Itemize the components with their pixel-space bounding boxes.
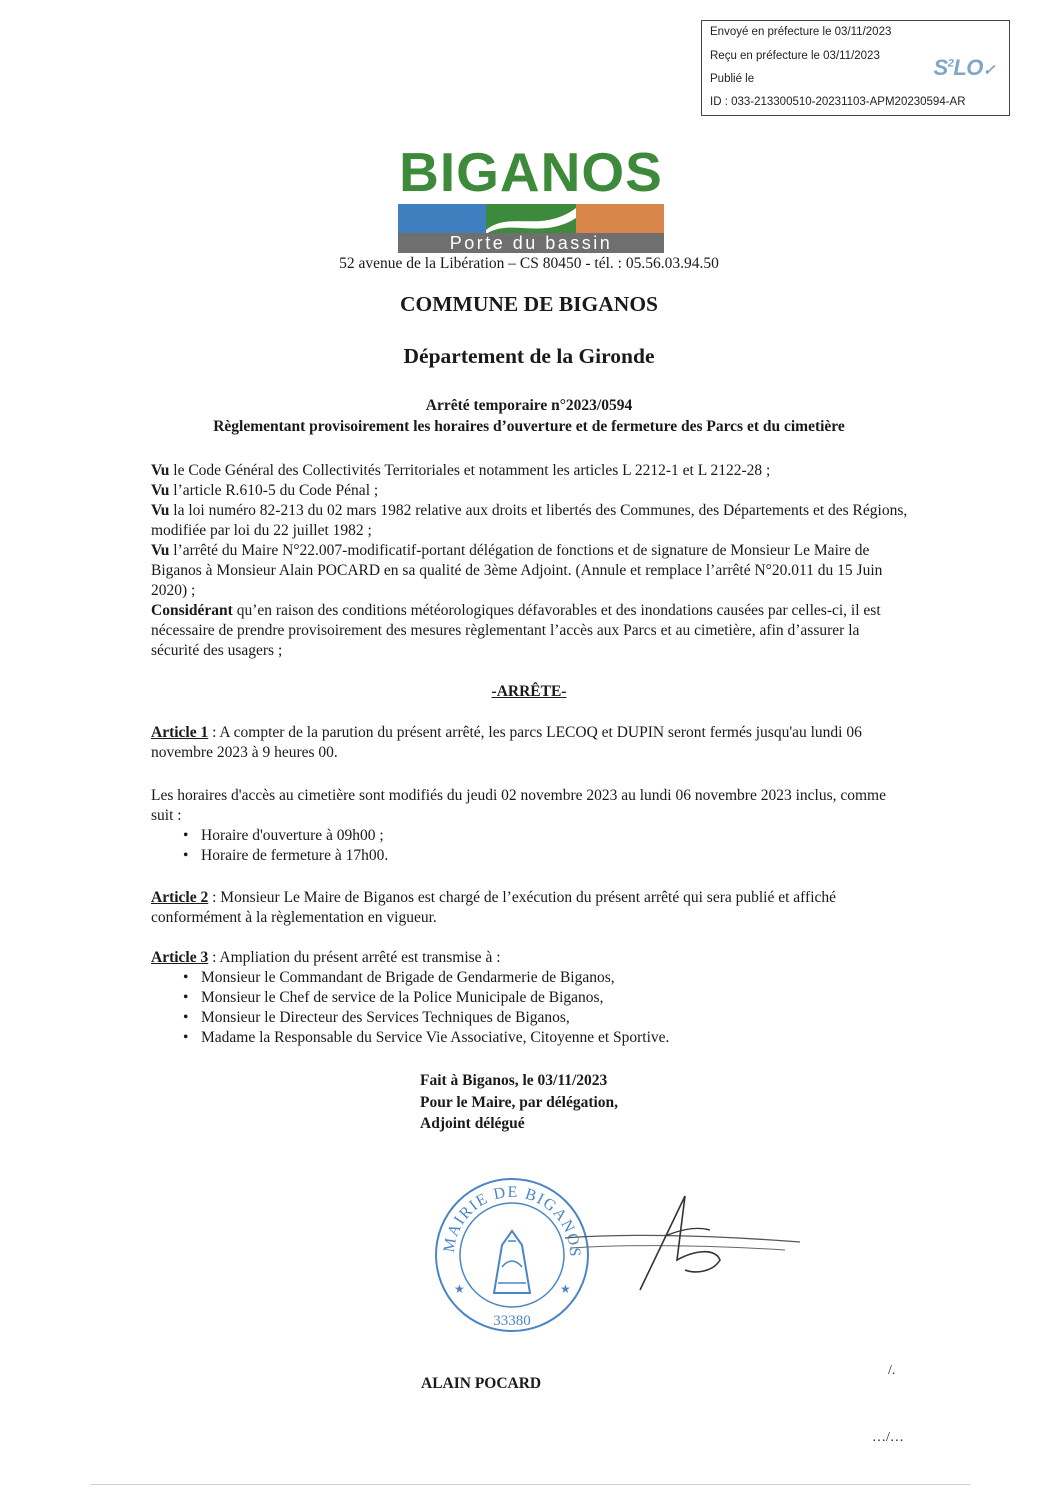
biganos-logo: [398, 142, 664, 252]
arrete-subject: Règlementant provisoirement les horaires d’ouverture et de fermeture des Parcs et du cimetière: [213, 418, 845, 435]
visa-text: l’article R.610-5 du Code Pénal ;: [169, 482, 379, 499]
visa-lead: Vu: [151, 542, 170, 559]
visa-item: [151, 501, 911, 541]
commune-title: COMMUNE DE BIGANOS: [399, 292, 658, 316]
article-1-cemetery: [151, 786, 911, 866]
visa-lead: Vu: [151, 502, 170, 519]
delegation-line: Pour le Maire, par délégation,: [420, 1093, 619, 1111]
list-item: • Horaire de fermeture à 17h00.: [181, 846, 911, 866]
arrete-heading: -ARRÊTE-: [491, 683, 567, 700]
visa-text: l’arrêté du Maire N°22.007-modificatif-portant délégation de fonctions et de signature de Monsieur Le Maire de Biganos à Monsieur Alain POCARD en sa qualité de 3ème Adjoint. (Annule et remplace l’arrêté N°20.011 du 15 Juin 2020) ;: [151, 542, 883, 599]
svg-text:★: ★: [560, 1282, 571, 1296]
visa-text: le Code Général des Collectivités Territoriales et notamment les articles L 2212-1 et L 2122-28 ;: [169, 462, 771, 479]
signer-name: ALAIN POCARD: [421, 1375, 542, 1392]
stamp-id: ID : 033-213300510-20231103-APM20230594-AR: [710, 96, 966, 108]
svg-text:★: ★: [454, 1282, 465, 1296]
logo-band-orange: [576, 204, 664, 234]
list-item: • Monsieur le Commandant de Brigade de Gendarmerie de Biganos,: [181, 968, 911, 988]
prefecture-stamp: [701, 20, 1010, 116]
list-item: • Monsieur le Directeur des Services Techniques de Biganos,: [181, 1008, 911, 1028]
stamp-sent-date: Envoyé en préfecture le 03/11/2023: [710, 26, 892, 38]
stamp-published: Publié le: [710, 73, 755, 85]
logo-band-blue: [398, 204, 486, 234]
article-2-label: Article 2: [151, 889, 209, 906]
page-bottom-edge: [90, 1484, 970, 1485]
signer-role: Adjoint délégué: [420, 1115, 525, 1132]
stamp-received-date: Reçu en préfecture le 03/11/2023: [710, 50, 880, 62]
article-1: [151, 723, 911, 763]
place-date: Fait à Biganos, le 03/11/2023: [420, 1072, 608, 1089]
recipients-list: [151, 968, 911, 1048]
visa-item: [151, 481, 911, 501]
signature-block: [420, 1070, 618, 1135]
handwritten-signature: [545, 1190, 805, 1300]
s2lo-logo: $S^2LO✓$: [933, 55, 995, 80]
visa-item: [151, 541, 911, 601]
article-1-label: Article 1: [151, 724, 209, 741]
visa-text: la loi numéro 82-213 du 02 mars 1982 relative aux droits et libertés des Communes, des Départements et des Régions, modifiée par loi du 22 juillet 1982 ;: [151, 502, 908, 539]
logo-wave-icon: [486, 204, 576, 234]
visas-section: [151, 461, 911, 661]
svg-text:MAIRIE DE BIGANOS: MAIRIE DE BIGANOS: [440, 1183, 584, 1259]
article-2-text: : Monsieur Le Maire de Biganos est chargé de l’exécution du présent arrêté qui sera publié et affiché conformément à la règlementation en vigueur.: [151, 889, 837, 926]
visa-lead: Vu: [151, 462, 170, 479]
cemetery-hours-list: [151, 826, 911, 866]
departement-title: Département de la Gironde: [403, 344, 655, 368]
logo-tagline: Porte du bassin: [398, 233, 664, 253]
article-3-text: : Ampliation du présent arrêté est transmise à :: [208, 949, 501, 966]
considerant-item: [151, 601, 911, 661]
article-1-text: : A compter de la parution du présent arrêté, les parcs LECOQ et DUPIN seront fermés jusqu'au lundi 06 novembre 2023 à 9 heures 00.: [151, 724, 862, 761]
list-item: • Monsieur le Chef de service de la Police Municipale de Biganos,: [181, 988, 911, 1008]
continuation-mark: …/…: [872, 1430, 904, 1445]
article-3: [151, 948, 911, 1048]
svg-text:33380: 33380: [493, 1313, 531, 1329]
arrete-number: Arrêté temporaire n°2023/0594: [425, 397, 633, 414]
visa-item: [151, 461, 911, 481]
article-2: [151, 888, 911, 928]
page-mark: /.: [888, 1363, 896, 1378]
list-item: • Horaire d'ouverture à 09h00 ;: [181, 826, 911, 846]
considerant-lead: Considérant: [151, 602, 233, 619]
considerant-text: qu’en raison des conditions météorologiques défavorables et des inondations causées par celles-ci, il est nécessaire de prendre provisoirement des mesures règlementant l’accès aux Parcs et au cimetière, afin d’assurer la sécurité des usagers ;: [151, 602, 881, 659]
visa-lead: Vu: [151, 482, 170, 499]
article-3-label: Article 3: [151, 949, 209, 966]
cemetery-hours-intro: Les horaires d'accès au cimetière sont modifiés du jeudi 02 novembre 2023 au lundi 06 novembre 2023 inclus, comme suit :: [151, 787, 886, 824]
list-item: • Madame la Responsable du Service Vie Associative, Citoyenne et Sportive.: [181, 1028, 911, 1048]
logo-wordmark: BIGANOS: [399, 141, 663, 203]
municipality-address: 52 avenue de la Libération – CS 80450 - tél. : 05.56.03.94.50: [339, 255, 719, 272]
